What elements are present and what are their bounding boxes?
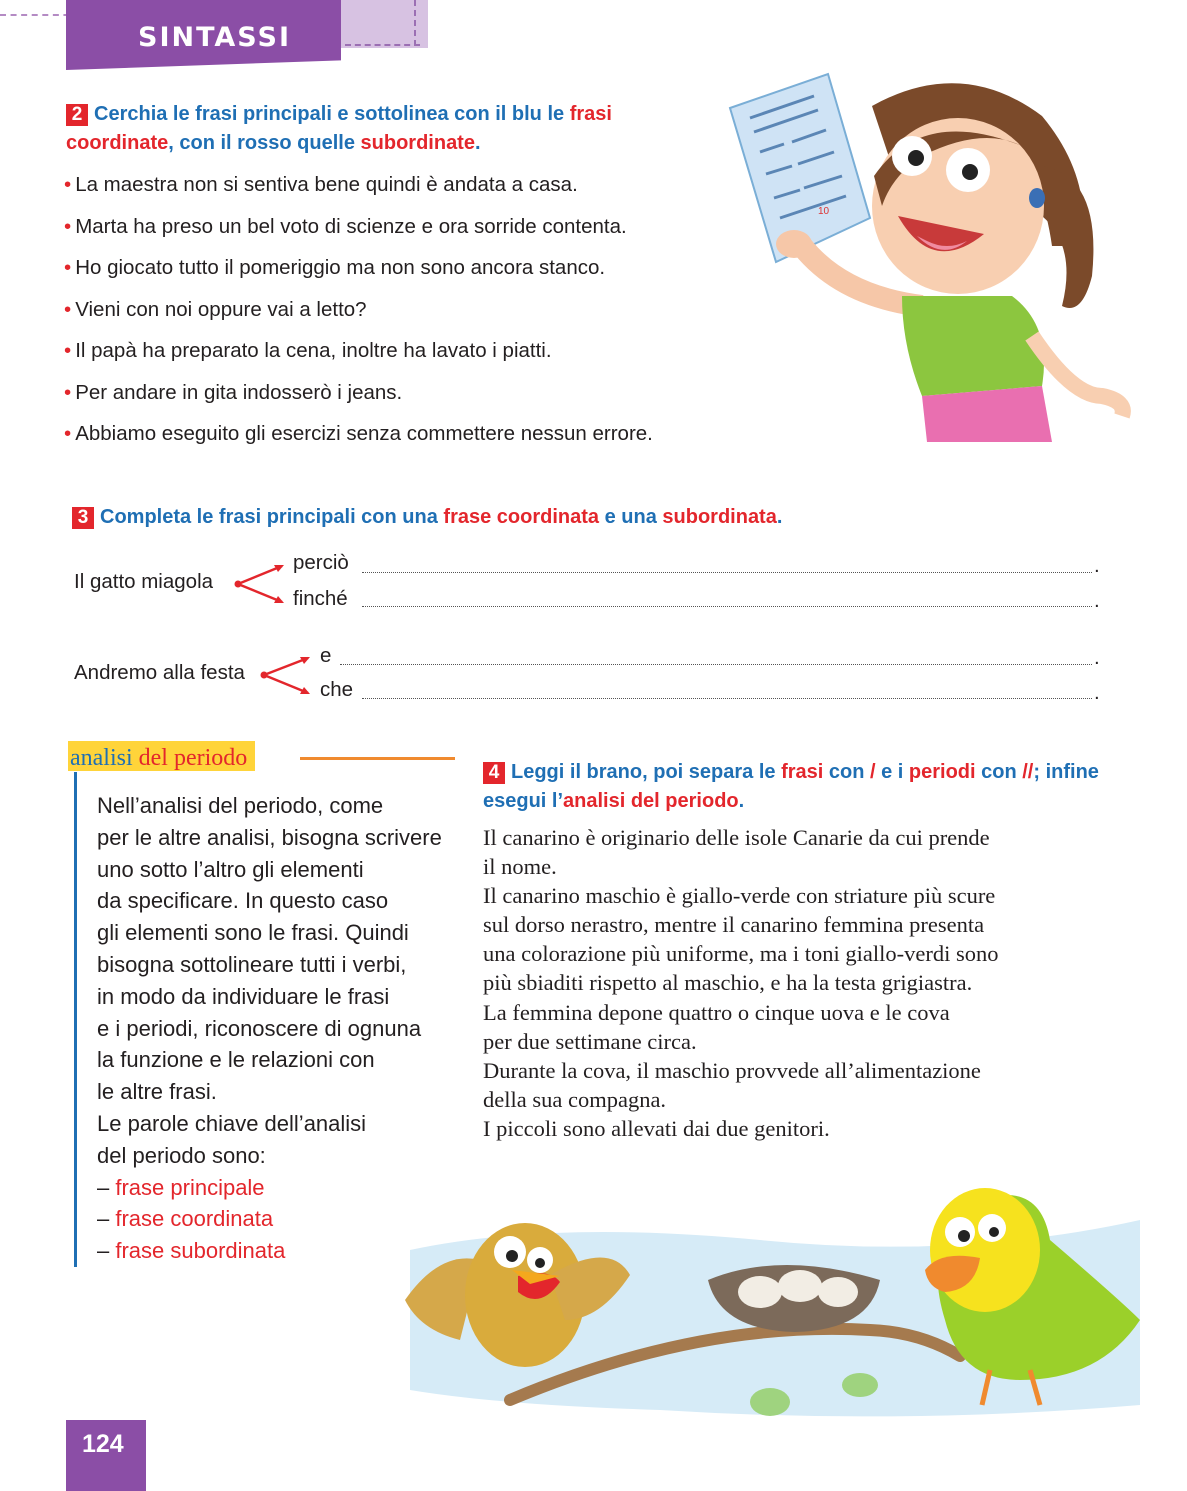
list-item: [64, 419, 714, 461]
passage-line[interactable]: Il canarino è originario delle isole Canarie da cui prende: [483, 825, 990, 850]
dash: –: [97, 1206, 116, 1232]
instruction-part: con: [823, 761, 870, 783]
list-item: [64, 170, 714, 212]
header-tab-vdash: [414, 0, 416, 46]
instruction-part: frasi coordinate: [66, 103, 612, 154]
passage-line[interactable]: una colorazione più uniforme, ma i toni giallo-verdi sono: [483, 941, 999, 967]
info-box-line: e i periodi, riconoscere di ognuna: [97, 1015, 422, 1041]
info-box-line: Le parole chiave dell’analisi: [97, 1110, 367, 1136]
passage-line[interactable]: il nome.: [483, 854, 557, 880]
bullet-icon: •: [64, 256, 72, 279]
exercise-3-coord-1: perciò: [293, 551, 349, 574]
answer-line-sub-1[interactable]: [362, 606, 1092, 607]
list-item: [64, 295, 714, 337]
exercise-3-sub-1: finché: [293, 587, 348, 610]
info-box-line: del periodo sono:: [97, 1142, 266, 1168]
instruction-part: subordinate: [360, 132, 475, 154]
info-box-title: [68, 741, 255, 771]
list-item: [64, 212, 714, 254]
exercise-4-number: 4: [483, 762, 505, 784]
end-punct-1a: .: [1094, 554, 1100, 577]
bullet-icon: •: [64, 339, 72, 362]
info-box-title-a: analisi: [70, 745, 133, 771]
info-box-line: da specificare. In questo caso: [97, 888, 389, 914]
sentence-text[interactable]: Abbiamo eseguito gli esercizi senza commettere nessun errore.: [75, 422, 653, 445]
bullet-icon: •: [64, 214, 72, 238]
info-box-line: gli elementi sono le frasi. Quindi: [97, 920, 409, 946]
instruction-part: ; infine esegui l’: [483, 761, 1099, 812]
instruction-part: .: [474, 132, 481, 154]
instruction-part: analisi del periodo: [563, 790, 739, 812]
instruction-part: frasi: [781, 761, 824, 783]
dash: –: [97, 1174, 116, 1200]
info-box-line: in modo da individuare le frasi: [97, 983, 390, 1009]
passage-line[interactable]: della sua compagna.: [483, 1086, 667, 1112]
instruction-part: con: [975, 761, 1023, 783]
dash: –: [97, 1238, 116, 1264]
answer-line-sub-2[interactable]: [362, 698, 1092, 699]
keyword-text: frase subordinata: [115, 1238, 286, 1264]
exercise-3-arrows-2: [258, 652, 314, 698]
instruction-part: .: [738, 790, 745, 812]
sentence-text[interactable]: Il papà ha preparato la cena, inoltre ha lavato i piatti.: [75, 339, 552, 362]
sentence-text[interactable]: Marta ha preso un bel voto di scienze e ora sorride contenta.: [75, 214, 627, 238]
info-box-line: la funzione e le relazioni con: [97, 1047, 375, 1073]
passage-line[interactable]: La femmina depone quattro o cinque uova e le cova: [483, 999, 950, 1025]
end-punct-2b: .: [1094, 681, 1100, 704]
instruction-part: periodi: [908, 761, 976, 783]
sentence-text[interactable]: Per andare in gita indosserò i jeans.: [75, 380, 403, 404]
exercise-3-instruction: [72, 503, 972, 532]
keyword-text: frase coordinata: [115, 1206, 274, 1232]
bullet-icon: •: [64, 422, 72, 445]
instruction-part: subordinata: [662, 506, 777, 528]
passage-line[interactable]: Il canarino maschio è giallo-verde con striature più scure: [483, 883, 996, 909]
exercise-4-instruction: [483, 758, 1103, 816]
info-box-line: per le altre analisi, bisogna scrivere: [97, 824, 442, 850]
exercise-2-instruction: [66, 100, 686, 158]
section-title: SINTASSI: [138, 22, 292, 53]
answer-line-coord-1[interactable]: [362, 572, 1092, 573]
page-number-tab: [66, 1420, 146, 1491]
header-tab-dash: [345, 44, 420, 46]
passage-line[interactable]: sul dorso nerastro, mentre il canarino femmina presenta: [483, 912, 985, 938]
info-box-line: le altre frasi.: [97, 1079, 217, 1105]
exercise-4-passage: [483, 823, 1123, 1143]
list-item: [64, 336, 714, 378]
info-box-title-b: del periodo: [138, 745, 248, 771]
page-number: 124: [82, 1430, 124, 1458]
exercise-2-sentence-list: [64, 170, 714, 461]
answer-line-coord-2[interactable]: [340, 664, 1092, 665]
sentence-text[interactable]: La maestra non si sentiva bene quindi è andata a casa.: [75, 173, 578, 196]
info-box-line: uno sotto l’altro gli elementi: [97, 856, 364, 882]
end-punct-2a: .: [1094, 646, 1100, 669]
passage-line[interactable]: più sbiaditi rispetto al maschio, e ha la testa grigiastra.: [483, 970, 973, 996]
instruction-part: , con il rosso quelle: [168, 132, 361, 154]
info-box-title-rule: [300, 757, 455, 760]
passage-line[interactable]: per due settimane circa.: [483, 1028, 697, 1054]
exercise-3-coord-2: e: [320, 644, 332, 667]
keyword-text: frase principale: [115, 1174, 265, 1200]
passage-line[interactable]: I piccoli sono allevati dai due genitori.: [483, 1115, 830, 1141]
info-box-line: Nell’analisi del periodo, come: [97, 793, 384, 818]
exercise-3-main-2: Andremo alla festa: [74, 661, 245, 684]
exercise-2-number: 2: [66, 104, 88, 126]
info-box-line: bisogna sottolineare tutti i verbi,: [97, 951, 407, 977]
instruction-part: .: [776, 506, 783, 528]
bullet-icon: •: [64, 297, 72, 321]
instruction-part: frase coordinata: [443, 506, 600, 528]
bullet-icon: •: [64, 173, 72, 196]
list-item: [64, 253, 714, 295]
instruction-part: Leggi il brano, poi separa le: [511, 761, 782, 783]
instruction-part: Cerchia le frasi principali e sottolinea con il blu le: [94, 103, 570, 125]
instruction-part: Completa le frasi principali con una: [100, 506, 444, 528]
paper-mark: 10: [818, 206, 830, 217]
list-item: [64, 378, 714, 420]
bullet-icon: •: [64, 380, 72, 404]
exercise-3-arrows-1: [232, 560, 288, 606]
sentence-text[interactable]: Ho giocato tutto il pomeriggio ma non sono ancora stanco.: [75, 256, 606, 279]
exercise-3-number: 3: [72, 507, 94, 529]
end-punct-1b: .: [1094, 589, 1100, 612]
instruction-part: e una: [599, 506, 663, 528]
canaries-nest-illustration: [400, 1180, 1145, 1425]
exercise-3-sub-2: che: [320, 678, 354, 701]
info-box-left-rule: [74, 772, 77, 1267]
instruction-part: //: [1022, 761, 1034, 783]
exercise-3-main-1: Il gatto miagola: [74, 570, 214, 593]
passage-line[interactable]: Durante la cova, il maschio provvede all’alimentazione: [483, 1057, 981, 1083]
instruction-part: e i: [875, 761, 909, 783]
girl-with-test-illustration: [722, 66, 1132, 442]
instruction-part: /: [869, 761, 876, 783]
sentence-text[interactable]: Vieni con noi oppure vai a letto?: [75, 297, 367, 321]
